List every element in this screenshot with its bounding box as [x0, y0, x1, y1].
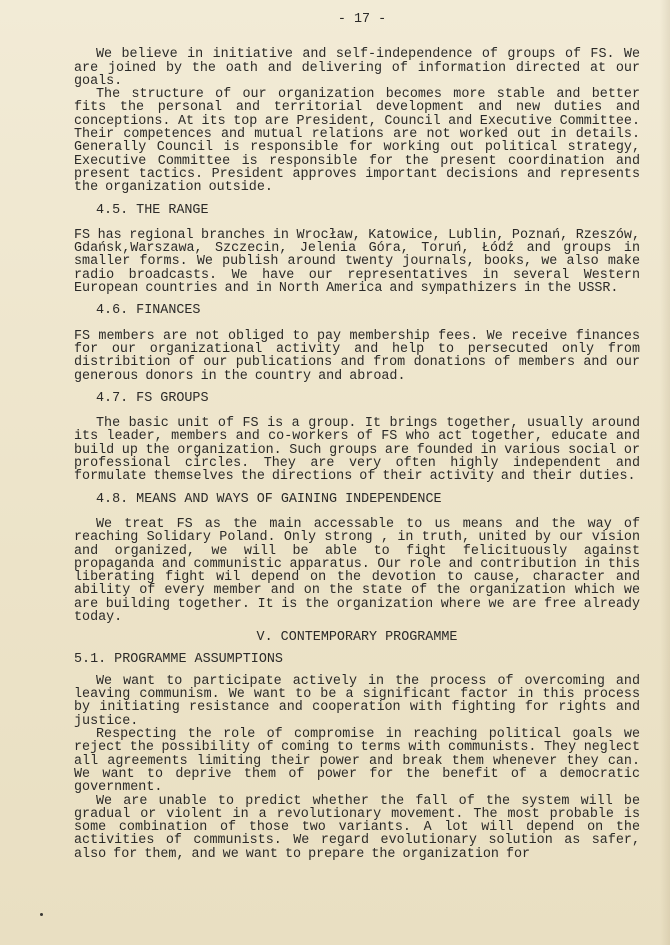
paragraph-means: We treat FS as the main accessable to us means and the way of reaching Solidary Poland. Only strong , in truth, united by our vision and organized, we will be able to fight felicituously against propaganda and communistic apparatus. Our role and contribution in this liberating fight wil depend on the devotion to cause, character and ability of every member and on the state of the organization which we are building together. It is the organization where we are free already today. [74, 516, 640, 625]
page-number: - 17 - [337, 12, 387, 27]
margin-dot [40, 913, 43, 916]
page-edge-shadow [660, 0, 670, 945]
heading-programme-assumptions: 5.1. PROGRAMME ASSUMPTIONS [74, 651, 283, 667]
paragraph-initiative: We believe in initiative and self-independence of groups of FS. We are joined by the oath and delivering of information directed at our goals. [74, 47, 640, 89]
paragraph-participate: We want to participate actively in the process of overcoming and leaving communism. We want to be a significant factor in this process by initiating resistance and cooperation with fighting for rights and justice. [74, 673, 640, 729]
paragraph-compromise: Respecting the role of compromise in reaching political goals we reject the possibility of coming to terms with communists. They neglect all agreements limiting their power and break them whenever they can. We want to deprive them of power for the benefit of a democratic government. [74, 727, 640, 796]
paragraph-fall-of-system: We are unable to predict whether the fall of the system will be gradual or violent in a revolutionary movement. The most probable is some combination of those two variants. A lot will depend on the activities of communists. We regard evolutionary solution as safer, also for them, and we want to prepare the organization for [74, 793, 640, 862]
paragraph-structure: The structure of our organization becomes more stable and better fits the personal and territorial development and new duties and conceptions. At its top are President, Council and Executive Committee. Their competences and mutual relations are not worked out in details. Generally Council is responsible for working out political strategy, Executive Committee is responsible for the present coordination and present tactics. President approves important decisions and represents the organization outside. [74, 87, 640, 196]
paragraph-finances: FS members are not obliged to pay membership fees. We receive finances for our organizational activity and help to persecuted only from distribition of our publications and from donations of members and our generous donors in the country and abroad. [74, 328, 640, 384]
heading-contemporary-programme: V. CONTEMPORARY PROGRAMME [256, 630, 458, 646]
paragraph-fs-groups: The basic unit of FS is a group. It brings together, usually around its leader, members and co-workers of FS who act together, educate and build up the organization. Such groups are founded in various social or professional circles. They are very often highly independent and formulate themselves the directions of their activity and their duties. [74, 416, 640, 485]
page-content [74, 13, 640, 861]
heading-fs-groups: 4.7. FS GROUPS [96, 390, 209, 406]
paragraph-range: FS has regional branches in Wrocław, Katowice, Lublin, Poznań, Rzeszów, Gdańsk,Warszawa, Szczecin, Jelenia Góra, Toruń, Łódź and groups in smaller forms. We publish around twenty journals, books, we also make radio broadcasts. We have our representatives in several Western European countries and in North America and sympathizers in the USSR. [74, 227, 640, 297]
heading-range: 4.5. THE RANGE [96, 202, 209, 218]
heading-finances: 4.6. FINANCES [96, 303, 201, 319]
heading-means: 4.8. MEANS AND WAYS OF GAINING INDEPENDENCE [96, 491, 442, 507]
